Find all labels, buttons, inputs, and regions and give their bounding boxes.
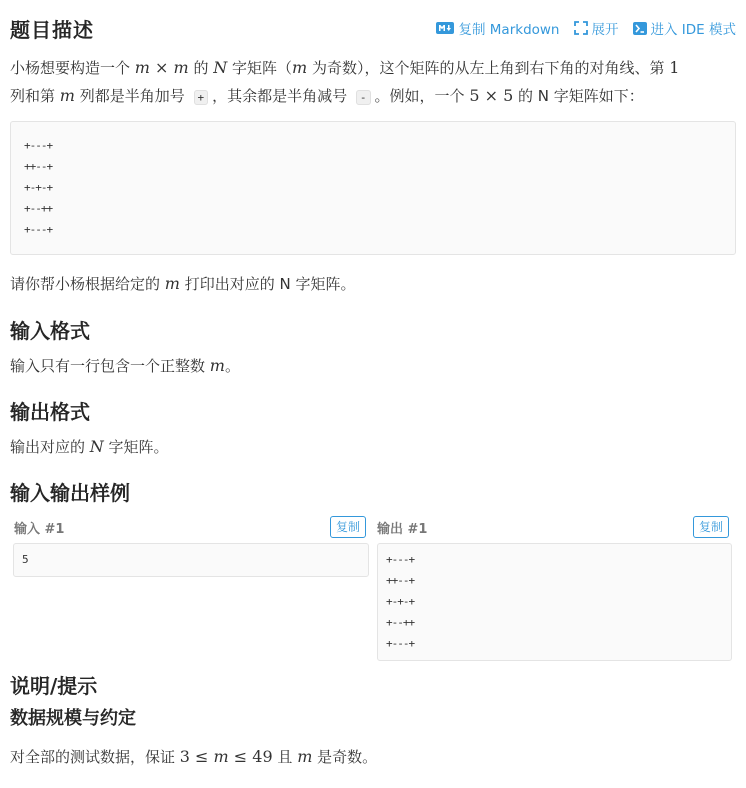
sample-output-line: +--++ — [386, 616, 415, 629]
math-var-m: m — [59, 86, 75, 105]
desc-text: 打印出对应的 N 字矩阵。 — [179, 275, 356, 293]
sample-output-box — [377, 543, 732, 661]
math-var-m: m — [164, 274, 180, 293]
problem-title: 题目描述 — [10, 18, 94, 42]
math-var-n: N — [89, 437, 104, 456]
math-times: × — [149, 58, 174, 77]
desc-text: 请你帮小杨根据给定的 — [10, 275, 165, 293]
hint-desc: 且 — [272, 748, 298, 766]
expand-button[interactable] — [574, 18, 619, 38]
terminal-icon — [633, 22, 647, 35]
math-var-m: m — [173, 58, 189, 77]
math-le: ≤ — [189, 747, 214, 766]
math-num-1: 1 — [669, 58, 680, 77]
problem-toolbar — [422, 18, 736, 38]
example-matrix-block — [10, 121, 736, 255]
desc-text: 的 N 字矩阵如下： — [513, 87, 644, 105]
copy-markdown-button[interactable] — [436, 18, 559, 38]
output-format-desc: 输出对应的 — [10, 438, 90, 456]
hint-text — [10, 743, 736, 771]
math-le: ≤ — [228, 747, 253, 766]
desc-text: 字矩阵（ — [227, 59, 293, 77]
description-paragraph — [10, 54, 736, 111]
math-var-m: m — [297, 747, 313, 766]
hint-title: 说明/提示 — [10, 674, 98, 698]
samples-title: 输入输出样例 — [10, 481, 130, 505]
minus-code: - — [356, 90, 371, 105]
desc-text: 。例如，一个 — [374, 87, 470, 105]
sample-output-line: +-+-+ — [386, 595, 415, 608]
hint-desc: 是奇数。 — [312, 748, 378, 766]
math-var-m: m — [213, 747, 229, 766]
math-num-49: 49 — [252, 747, 273, 766]
copy-output-button[interactable]: 复制 — [693, 516, 729, 538]
desc-text: 列都是半角加号 — [74, 87, 190, 105]
matrix-line: +---+ — [24, 223, 53, 236]
matrix-line: ++--+ — [24, 160, 53, 173]
sample-input-box — [13, 543, 369, 577]
sample-output-line: +---+ — [386, 553, 415, 566]
sample-input-label: 输入 #1 — [14, 522, 65, 537]
markdown-icon — [436, 22, 454, 34]
hint-desc: 对全部的测试数据，保证 — [10, 748, 180, 766]
ide-mode-label: 进入 IDE 模式 — [650, 22, 736, 38]
output-format-title: 输出格式 — [10, 400, 90, 424]
sample-output-line: +---+ — [386, 637, 415, 650]
math-num-5: 5 — [503, 86, 514, 105]
math-num-5: 5 — [469, 86, 480, 105]
ide-mode-button[interactable] — [633, 18, 737, 38]
copy-markdown-label: 复制 Markdown — [458, 22, 560, 38]
desc-text: 列和第 — [10, 87, 60, 105]
desc-text: 为奇数），这个矩阵的从左上角到右下角的对角线、第 — [307, 59, 670, 77]
desc-text: 的 — [188, 59, 214, 77]
hint-subtitle: 数据规模与约定 — [10, 708, 136, 729]
matrix-line: +--++ — [24, 202, 53, 215]
math-num-3: 3 — [179, 747, 190, 766]
math-var-m: m — [209, 356, 225, 375]
input-format-title: 输入格式 — [10, 319, 90, 343]
copy-input-button[interactable]: 复制 — [330, 516, 366, 538]
sample-output-label: 输出 #1 — [377, 522, 428, 537]
plus-code: + — [194, 90, 209, 105]
problem-heading-row — [10, 14, 736, 42]
desc-text: 小杨想要构造一个 — [10, 59, 135, 77]
input-format-desc: 输入只有一行包含一个正整数 — [10, 357, 210, 375]
description-line-3 — [10, 270, 736, 298]
expand-label: 展开 — [591, 22, 619, 38]
description-line-1 — [10, 54, 736, 82]
math-var-m: m — [134, 58, 150, 77]
math-var-m: m — [292, 58, 308, 77]
expand-icon — [574, 21, 588, 35]
matrix-line: +---+ — [24, 139, 53, 152]
sample-output-line: ++--+ — [386, 574, 415, 587]
description-line-2 — [10, 82, 736, 111]
sample-input-line: 5 — [22, 553, 28, 566]
input-format-desc: 。 — [224, 357, 240, 375]
desc-text: ，其余都是半角减号 — [212, 87, 352, 105]
input-format-text — [10, 352, 736, 380]
math-var-n: N — [213, 58, 228, 77]
output-format-desc: 字矩阵。 — [103, 438, 169, 456]
matrix-line: +-+-+ — [24, 181, 53, 194]
math-times: × — [479, 86, 504, 105]
output-format-text — [10, 433, 736, 461]
